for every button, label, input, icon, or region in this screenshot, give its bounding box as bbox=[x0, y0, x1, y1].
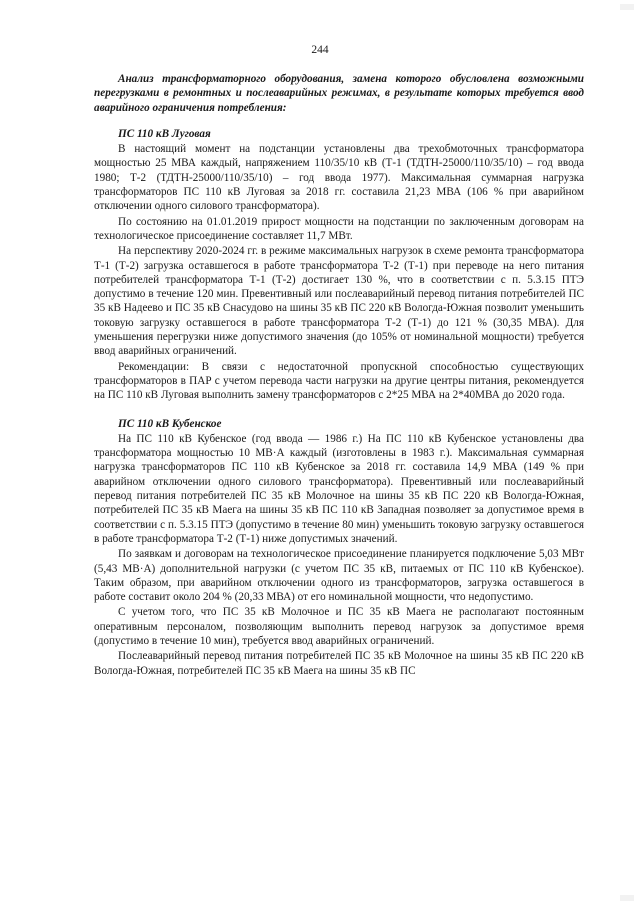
document-heading: Анализ трансформаторного оборудования, замена которого обусловлена возможными перегрузками в ремонтных и послеаварийных режимах, в результате которых требуется ввод аварийного ограничения потребления: bbox=[94, 73, 584, 114]
page-number: 244 bbox=[311, 44, 329, 56]
paragraph: По заявкам и договорам на технологическое присоединение планируется подключение 5,03 МВт (5,43 МВ·А) дополнительной нагрузки (с учетом ПС 35 кВ, питаемых от ПС 110 кВ Кубенское). Таким образом, при аварийном отключении одного из трансформаторов, загрузка оставшегося в работе составит около 204 % (20,33 МВА) от его номинальной мощности, что недопустимо. bbox=[94, 548, 584, 604]
paragraph: Рекомендации: В связи с недостаточной пропускной способностью существующих трансформаторов в ПАР с учетом перевода части нагрузки на другие центры питания, рекомендуется на ПС 110 кВ Луговая выполнить замену трансформаторов с 2*25 МВА на 2*40МВА до 2020 года. bbox=[94, 360, 584, 402]
document-body bbox=[94, 72, 584, 679]
paragraph: На перспективу 2020-2024 гг. в режиме максимальных нагрузок в схеме ремонта трансформатора Т-1 (Т-2) загрузка оставшегося в работе трансформатора Т-2 (Т-1) при переводе на него питания потребителей трансформатора Т-1 (Т-2) достигает 130 %, что в соответствии с п. 5.3.15 ПТЭ допустимо в течение 120 мин. Превентивный или послеаварийный перевод питания потребителей ПС 35 кВ Надеево и ПС 35 кВ Снасудово на шины 35 кВ ПС 220 кВ Вологда-Южная позволит уменьшить токовую загрузку оставшегося в работе трансформатора Т-2 (Т-1) до 121 % (30,35 МВА). Для уменьшения перегрузки ниже допустимого значения (до 105% от номинальной мощности) требуется ввод аварийных ограничений. bbox=[94, 245, 584, 358]
section-title: ПС 110 кВ Луговая bbox=[118, 127, 211, 140]
paragraph: На ПС 110 кВ Кубенское (год ввода — 1986 г.) На ПС 110 кВ Кубенское установлены два трансформатора мощностью 10 МВ·А каждый (изготовлены в 1983 г.). Максимальная суммарная нагрузка трансформаторов ПС 110 кВ Кубенское за 2018 гг. составила 14,9 МВА (149 % при аварийном отключении одного силового трансформатора). Превентивный или послеаварийный перевод питания потребителей ПС 35 кВ Молочное на шины 35 кВ ПС 220 кВ Вологда-Южная, потребителей ПС 35 кВ Маега на шины 35 кВ ПС 110 кВ Западная позволяет за допустимое время в соответствии с п. 5.3.15 ПТЭ (допустимо в течение 80 мин) уменьшить токовую загрузку оставшегося в работе трансформатора Т-2 (Т-1) ниже допустимых значений. bbox=[94, 432, 584, 545]
section-kubenskoe bbox=[94, 417, 584, 678]
section-title: ПС 110 кВ Кубенское bbox=[118, 417, 222, 430]
paragraph: С учетом того, что ПС 35 кВ Молочное и ПС 35 кВ Маега не располагают постоянным оперативным персоналом, позволяющим выполнить перевод нагрузок за допустимое время (допустимо в течение 10 мин), требуется ввод аварийных ограничений. bbox=[94, 606, 584, 647]
section-spacer bbox=[94, 404, 584, 417]
paragraph: Послеаварийный перевод питания потребителей ПС 35 кВ Молочное на шины 35 кВ ПС 220 кВ Вологда-Южная, потребителей ПС 35 кВ Маега на шины 35 кВ ПС bbox=[94, 650, 584, 677]
section-lugovaya bbox=[94, 127, 584, 403]
paragraph: В настоящий момент на подстанции установлены два трехобмоточных трансформатора мощностью 25 МВА каждый, напряжением 110/35/10 кВ (Т-1 (ТДТН-25000/110/35/10) – год ввода 1980; Т-2 (ТДТН-25000/110/35/10) – год ввода 1977). Максимальная суммарная нагрузка трансформаторов ПС 110 кВ Луговая за 2018 гг. составила 21,23 МВА (106 % при аварийном отключении одного силового трансформатора). bbox=[94, 143, 584, 213]
scan-corner-mark bbox=[620, 895, 634, 901]
scan-corner-mark bbox=[620, 4, 634, 10]
paragraph: По состоянию на 01.01.2019 прирост мощности на подстанции по заключенным договорам на технологическое присоединение составляет 11,7 МВт. bbox=[94, 215, 584, 242]
